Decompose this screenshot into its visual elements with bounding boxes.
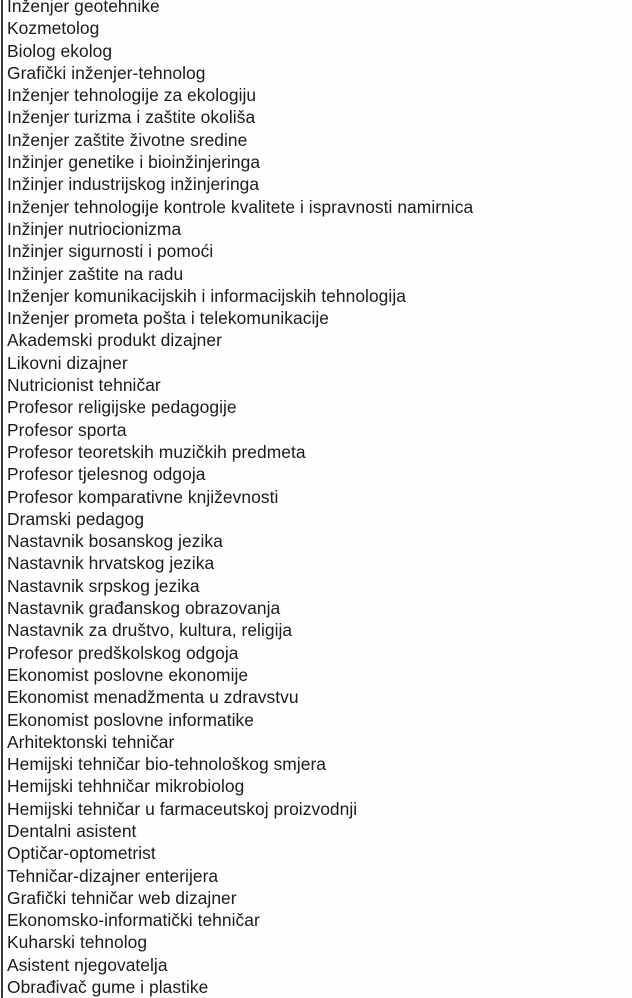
list-item: Inžinjer sigurnosti i pomoći <box>7 241 214 262</box>
list-item: Profesor sporta <box>7 419 127 440</box>
list-item: Ekonomist poslovne ekonomije <box>7 664 249 685</box>
profession-list <box>7 0 473 998</box>
list-item: Kozmetolog <box>7 18 100 39</box>
list-item: Inžinjer nutriocionizma <box>7 218 182 239</box>
list-item: Inžinjer genetike i bioinžinjeringa <box>7 152 261 173</box>
list-item: Hemijski tehničar bio-tehnološkog smjera <box>7 754 327 775</box>
list-item: Profesor tjelesnog odgoja <box>7 464 206 485</box>
list-item: Nastavnik bosanskog jezika <box>7 531 223 552</box>
list-item: Grafički tehničar web dizajner <box>7 887 237 908</box>
list-item: Inženjer tehnologije kontrole kvalitete i ispravnosti namirnica <box>7 196 474 217</box>
list-item: Inženjer komunikacijskih i informacijskih tehnologija <box>7 285 406 306</box>
list-item: Tehničar-dizajner enterijera <box>7 865 219 886</box>
list-item: Nutricionist tehničar <box>7 375 161 396</box>
list-item: Grafički inženjer-tehnolog <box>7 62 206 83</box>
list-item: Inženjer prometa pošta i telekomunikacije <box>7 308 330 329</box>
list-item: Dentalni asistent <box>7 820 137 841</box>
list-item: Nastavnik srpskog jezika <box>7 575 200 596</box>
list-item: Ekonomsko-informatički tehničar <box>7 910 260 931</box>
list-item: Ekonomist menadžmenta u zdravstvu <box>7 687 299 708</box>
list-item: Likovni dizajner <box>7 352 128 373</box>
list-item: Profesor predškolskog odgoja <box>7 642 239 663</box>
list-item: Nastavnik hrvatskog jezika <box>7 553 215 574</box>
list-item: Profesor religijske pedagogije <box>7 397 237 418</box>
list-item: Hemijski tehničar u farmaceutskoj proizvodnji <box>7 798 358 819</box>
list-item: Kuharski tehnolog <box>7 932 148 953</box>
list-item: Inžinjer industrijskog inžinjeringa <box>7 174 260 195</box>
list-item: Inžinjer zaštite na radu <box>7 263 184 284</box>
table-left-border <box>1 0 3 998</box>
list-item: Ekonomist poslovne informatike <box>7 709 255 730</box>
list-item: Nastavnik za društvo, kultura, religija <box>7 620 293 641</box>
list-item: Dramski pedagog <box>7 508 145 529</box>
list-item: Akademski produkt dizajner <box>7 330 222 351</box>
list-item: Asistent njegovatelja <box>7 954 168 975</box>
list-item: Inženjer tehnologije za ekologiju <box>7 85 257 106</box>
list-item: Optičar-optometrist <box>7 843 156 864</box>
list-item: Profesor teoretskih muzičkih predmeta <box>7 441 306 462</box>
list-item: Inženjer zaštite životne sredine <box>7 129 248 150</box>
list-item: Profesor komparativne književnosti <box>7 486 279 507</box>
list-item: Biolog ekolog <box>7 40 113 61</box>
list-item: Obrađivač gume i plastike <box>7 977 209 998</box>
list-item: Arhitektonski tehničar <box>7 731 175 752</box>
list-item: Nastavnik građanskog obrazovanja <box>7 598 281 619</box>
list-item: Inženjer turizma i zaštite okoliša <box>7 107 256 128</box>
list-item: Hemijski tehhničar mikrobiolog <box>7 776 245 797</box>
list-item: Inženjer geotehnike <box>7 0 160 16</box>
